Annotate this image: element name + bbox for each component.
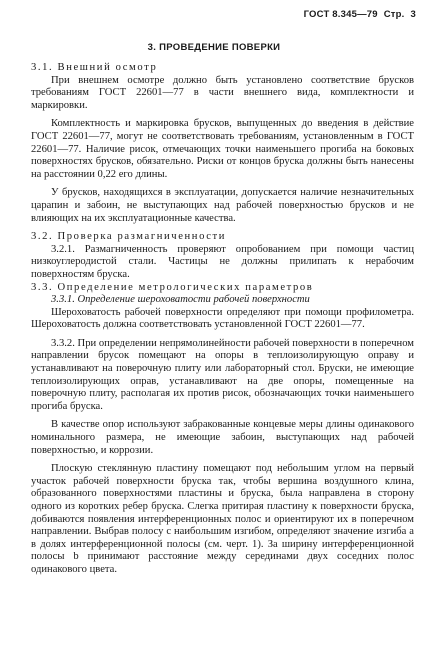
paragraph: У брусков, находящихся в эксплуатации, допускается наличие незначительных царапин и забоин, не выступающих над рабочей поверхностью брусков и не влияющих на их эксплуатационные качества.	[31, 187, 414, 224]
paragraph: 3.2.1. Размагниченность проверяют опробованием при помощи частиц низкоуглеродистой стали. Частицы не должны прилипать к нерабочим поверхностям бруска.	[31, 243, 414, 280]
paragraph: При внешнем осмотре должно быть установлено соответствие брусков требованиям ГОСТ 22601—77 в части внешнего вида, комплектности и маркировки.	[31, 74, 414, 111]
standard-number: ГОСТ 8.345—79	[303, 9, 378, 20]
document-body	[31, 62, 414, 577]
paragraph: Плоскую стеклянную пластину помещают под небольшим углом на первый участок рабочей поверхности бруска так, чтобы вершина воздушного клина, образованного поверхностями пластины и бруска, была направлена в сторону одного из коротких ребер бруска. Слегка притирая пластину к поверхности бруска, добиваются появления интерференционных полос и ориентируют их в поперечном направлении. Выбрав полосу с наибольшим изгибом, определяют значение изгиба a в долях интерференционной полосы (см. черт. 1). За ширину интерференционной полосы b принимают расстояние между серединами двух соседних полос одинакового цвета.	[31, 463, 414, 575]
subheading-roughness: 3.3.1. Определение шероховатости рабочей поверхности	[51, 294, 310, 306]
paragraph: 3.3.2. При определении непрямолинейности рабочей поверхности в поперечном направлении брусок помещают на опоры в теплоизолирующую оправу и устанавливают на поверочную плиту или лабораторный стол. Бруски, не имеющие теплоизолирующих оправ, устанавливают на две опоры, помещенные на поверочную плиту, располагая их против рисок, обозначающих точки наименьшего прогиба бруска.	[31, 337, 414, 412]
heading-demagnetization-check: 3.2. Проверка размагниченности	[31, 231, 227, 243]
heading-metrological-parameters: 3.3. Определение метрологических параметров	[31, 281, 314, 293]
paragraph: Шероховатость рабочей поверхности определяют при помощи профилометра. Шероховатость должна соответствовать установленной ГОСТ 22601—77.	[31, 306, 414, 331]
section-title: 3. ПРОВЕДЕНИЕ ПОВЕРКИ	[147, 42, 281, 53]
page-header	[298, 9, 416, 20]
page-number: 3	[410, 9, 416, 20]
heading-visual-inspection: 3.1. Внешний осмотр	[31, 62, 158, 73]
page-label: Стр.	[383, 9, 405, 20]
paragraph: В качестве опор используют забракованные концевые меры длины одинакового номинального размера, не имеющие забоин, выступающих над рабочей поверхностью, и коррозии.	[31, 419, 414, 456]
paragraph: Комплектность и маркировка брусков, выпущенных до введения в действие ГОСТ 22601—77, могут не соответствовать требованиям, установленным в ГОСТ 22601—77. Наличие рисок, отмечающих точки наименьшего прогиба на боковых поверхностях брусков, обязательно. Риски от концов бруска должны быть нанесены на расстоянии 0,22 его длины.	[31, 118, 414, 180]
